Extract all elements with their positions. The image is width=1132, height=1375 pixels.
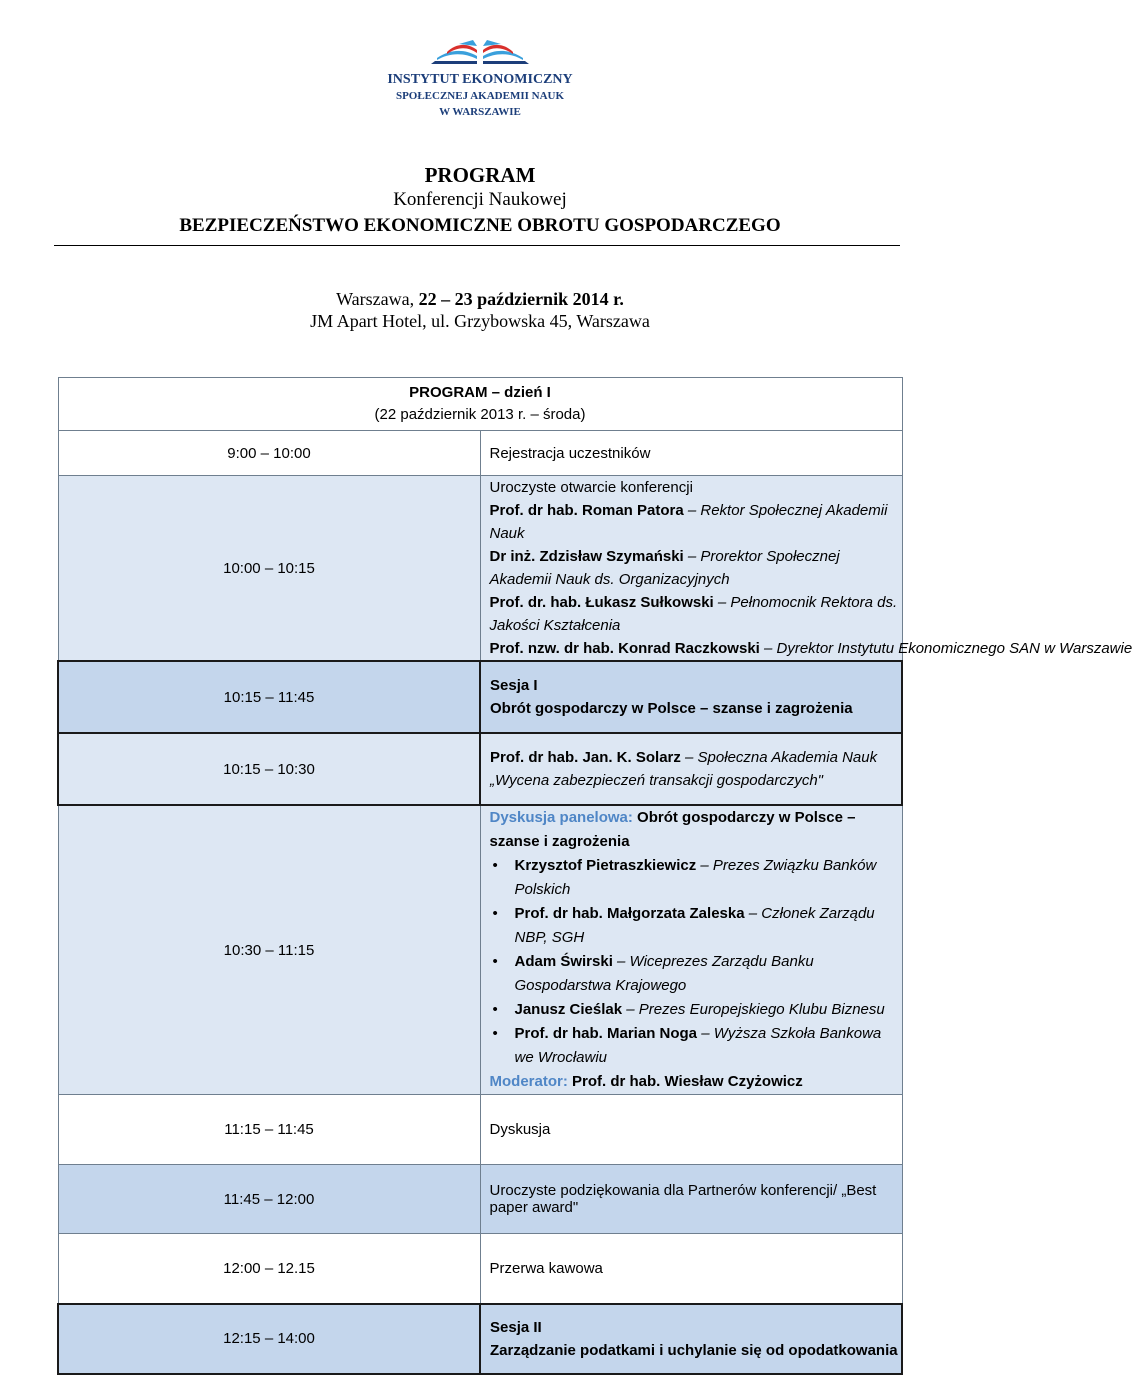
list-item xyxy=(490,854,902,902)
logo-line-2: SPOŁECZNEJ AKADEMII NAUK xyxy=(395,90,565,102)
table-row xyxy=(58,1304,902,1374)
panelist-list xyxy=(490,854,902,1070)
panelist-name: Janusz Cieślak xyxy=(514,1001,623,1018)
panelist-name: Prof. dr hab. Marian Noga xyxy=(514,1025,698,1042)
row-text: Dyskusja xyxy=(480,1095,902,1165)
row-text: Uroczyste podziękowania dla Partnerów konferencji/ „Best paper award" xyxy=(480,1165,902,1234)
event-venue: JM Apart Hotel, ul. Grzybowska 45, Warszawa xyxy=(310,311,650,331)
session-title: Zarządzanie podatkami i uchylanie się od opodatkowania xyxy=(490,1341,898,1359)
institute-logo xyxy=(0,36,960,120)
moderator-name: Prof. dr hab. Wiesław Czyżowicz xyxy=(567,1073,803,1090)
session-label: Sesja II xyxy=(490,1318,542,1336)
speaker-role: – Pełnomocnik Rektora ds. Jakości Kształcenia xyxy=(489,594,898,634)
session-label: Sesja I xyxy=(490,677,538,694)
panelist-name: Prof. dr hab. Małgorzata Zaleska xyxy=(514,905,745,922)
event-dates: 22 – 23 październik 2014 r. xyxy=(418,289,624,309)
day-title: PROGRAM – dzień I xyxy=(409,384,551,401)
table-row xyxy=(58,733,902,805)
speaker-name: Dr inż. Zdzisław Szymański xyxy=(489,548,684,565)
row-time: 10:00 – 10:15 xyxy=(58,476,480,662)
row-text: Przerwa kawowa xyxy=(480,1234,902,1304)
opening-intro: Uroczyste otwarcie konferencji xyxy=(489,479,693,496)
table-row xyxy=(58,431,902,476)
heading-divider xyxy=(54,245,900,246)
opening-speaker xyxy=(489,637,1132,660)
opening-speaker xyxy=(490,545,902,591)
panelist-role: – Wiceprezes Zarządu Banku Gospodarstwa Krajowego xyxy=(514,953,814,994)
row-time: 12:00 – 12.15 xyxy=(58,1234,480,1304)
table-row xyxy=(58,1234,902,1304)
row-time: 9:00 – 10:00 xyxy=(58,431,480,476)
speaker-role: – Rektor Społecznej Akademii Nauk xyxy=(489,502,888,542)
row-time: 12:15 – 14:00 xyxy=(58,1304,480,1374)
opening-speaker xyxy=(490,591,902,637)
talk-title: „Wycena zabezpieczeń transakcji gospodarczych" xyxy=(490,772,823,789)
speaker-name: Prof. dr hab. Roman Patora xyxy=(489,502,684,519)
row-text: Rejestracja uczestników xyxy=(480,431,902,476)
list-item xyxy=(490,998,902,1022)
session-title: Obrót gospodarczy w Polsce – szanse i zagrożenia xyxy=(490,700,853,717)
speaker-role: – Prorektor Społecznej Akademii Nauk ds. Organizacyjnych xyxy=(489,548,840,588)
event-location xyxy=(0,288,960,332)
list-item xyxy=(490,902,902,950)
list-item xyxy=(490,1022,902,1070)
table-row xyxy=(58,805,902,1095)
table-row xyxy=(58,1095,902,1165)
speaker-name: Prof. dr hab. Jan. K. Solarz xyxy=(490,749,681,766)
panelist-role: – Wyższa Szkoła Bankowa we Wrocławiu xyxy=(514,1025,882,1066)
table-row xyxy=(58,476,902,662)
program-title: PROGRAM xyxy=(424,163,536,187)
event-city: Warszawa, xyxy=(336,289,419,309)
speaker-role: – Dyrektor Instytutu Ekonomicznego SAN w Warszawie xyxy=(759,640,1132,657)
speaker-role: – Społeczna Akademia Nauk xyxy=(680,749,878,766)
panelist-name: Krzysztof Pietraszkiewicz xyxy=(514,857,697,874)
panelist-name: Adam Świrski xyxy=(514,953,613,970)
panel-title: Obrót gospodarczy w Polsce – szanse i zagrożenia xyxy=(489,809,856,850)
panelist-role: – Członek Zarządu NBP, SGH xyxy=(514,905,875,946)
opening-speaker xyxy=(490,499,902,545)
day-date: (22 październik 2013 r. – środa) xyxy=(374,406,586,423)
conference-title: BEZPIECZEŃSTWO EKONOMICZNE OBROTU GOSPODARCZEGO xyxy=(179,215,781,236)
table-row xyxy=(58,661,902,733)
row-time: 11:45 – 12:00 xyxy=(58,1165,480,1234)
speaker-name: Prof. nzw. dr hab. Konrad Raczkowski xyxy=(489,640,760,657)
logo-line-1: INSTYTUT EKONOMICZNY xyxy=(387,72,573,87)
event-dates-line xyxy=(0,288,960,310)
open-book-icon xyxy=(425,36,535,66)
program-table xyxy=(57,377,1132,1375)
logo-line-3: W WARSZAWIE xyxy=(439,106,521,118)
program-header-row xyxy=(58,378,902,431)
table-row xyxy=(58,1165,902,1234)
row-time: 10:30 – 11:15 xyxy=(58,805,480,1095)
row-time: 11:15 – 11:45 xyxy=(58,1095,480,1165)
panelist-role: – Prezes Europejskiego Klubu Biznesu xyxy=(622,1001,885,1018)
document-heading xyxy=(0,162,960,240)
panelist-role: – Prezes Związku Banków Polskich xyxy=(514,857,877,898)
moderator-label: Moderator: xyxy=(489,1073,568,1090)
program-subtitle: Konferencji Naukowej xyxy=(393,189,567,210)
speaker-name: Prof. dr. hab. Łukasz Sułkowski xyxy=(489,594,714,611)
row-time: 10:15 – 10:30 xyxy=(58,733,480,805)
list-item xyxy=(490,950,902,998)
panel-label: Dyskusja panelowa: xyxy=(489,809,633,826)
row-time: 10:15 – 11:45 xyxy=(58,661,480,733)
